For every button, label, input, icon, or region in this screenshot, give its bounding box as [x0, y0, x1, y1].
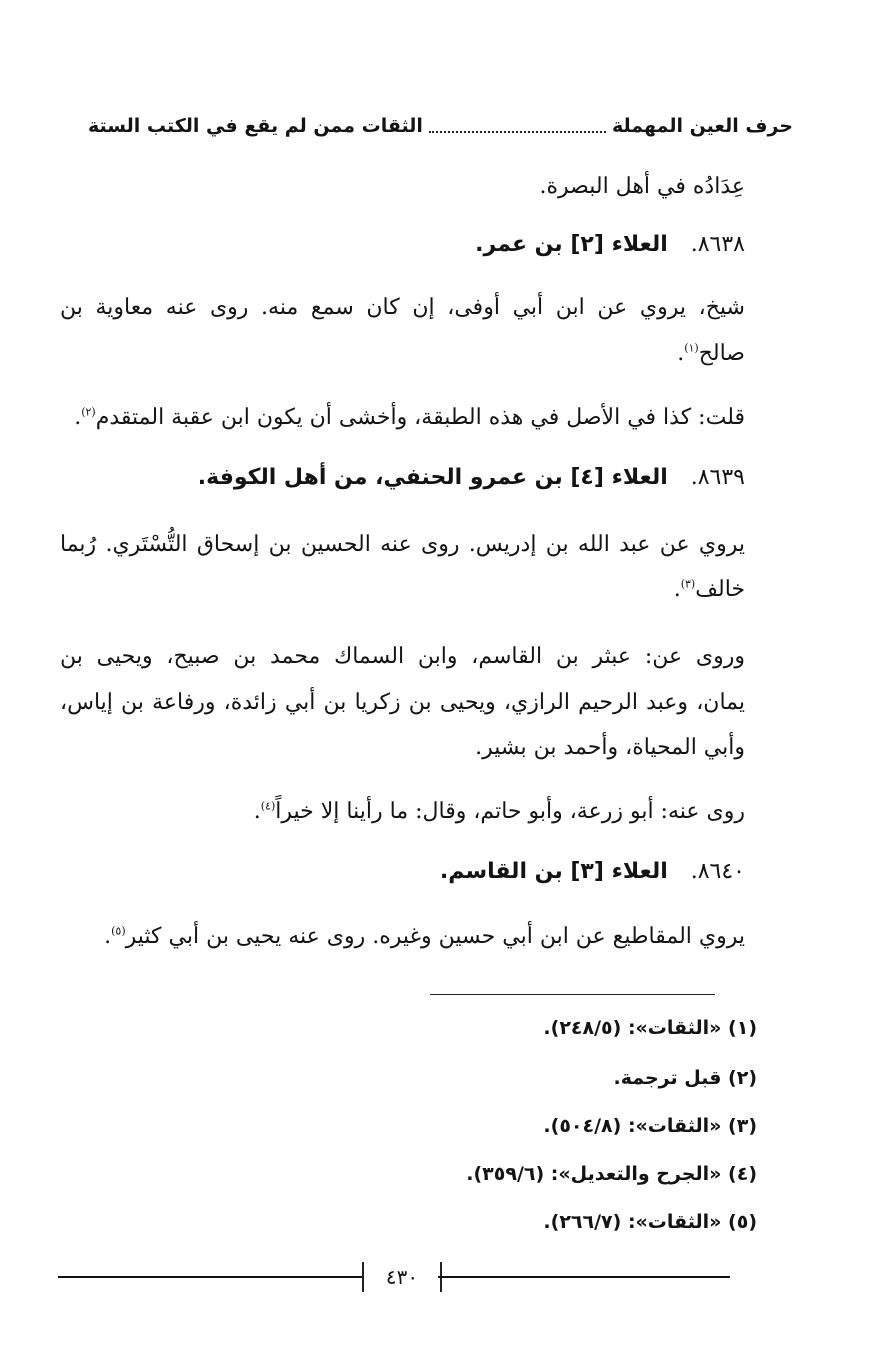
footnote-ref: (٤): [260, 799, 276, 813]
entry-heading-8640: [60, 857, 745, 887]
footer-rule-right: [438, 1276, 730, 1278]
footnote-ref: (٢): [81, 405, 96, 419]
text-span: روى عنه: أبو زرعة، وأبو حاتم، وقال: ما رأينا إلا خيراً: [275, 799, 745, 824]
text-span: .: [253, 799, 261, 824]
text-line: [60, 575, 745, 605]
footnote-ref: (٥): [111, 924, 126, 938]
entry-title: العلاء [٢] بن عمر.: [475, 232, 668, 257]
text-line: [60, 403, 745, 433]
text-span: قلت: كذا في الأصل في هذه الطبقة، وأخشى أن يكون ابن عقبة المتقدم: [95, 405, 745, 430]
text-line: شيخ، يروي عن ابن أبي أوفى، إن كان سمع منه. روى عنه معاوية بن: [60, 295, 745, 320]
footer-rule-left: [58, 1276, 362, 1278]
text-span: .: [677, 341, 685, 366]
text-line: [60, 922, 745, 952]
entry-title: العلاء [٤] بن عمرو الحنفي، من أهل الكوفة.: [197, 465, 668, 490]
footnote-ref: (١): [684, 341, 699, 355]
text-span: يروي المقاطيع عن ابن أبي حسين وغيره. روى عنه يحيى بن أبي كثير: [125, 924, 745, 949]
text-span: .: [104, 924, 112, 949]
text-span: صالح: [698, 341, 745, 366]
page-number: ٤٣٠: [362, 1262, 442, 1292]
entry-title: العلاء [٣] بن القاسم.: [439, 859, 668, 884]
text-line: عِدَادُه في أهل البصرة.: [539, 174, 745, 199]
footnote: (٢) قبل ترجمة.: [613, 1067, 757, 1089]
footnote-separator: [430, 994, 715, 995]
text-line: [60, 339, 745, 369]
footnote: (١) «الثقات»: (٢٤٨/٥).: [543, 1017, 757, 1039]
text-line: وروى عن: عبثر بن القاسم، وابن السماك محمد بن صبيح، ويحيى بن: [60, 644, 745, 669]
text-span: .: [74, 405, 82, 430]
header-dot-leader: [429, 131, 606, 133]
header-chapter: حرف العين المهملة: [612, 115, 793, 137]
footnote: (٥) «الثقات»: (٢٦٦/٧).: [543, 1211, 757, 1233]
header-book-title: الثقات ممن لم يقع في الكتب الستة: [88, 115, 423, 137]
footnote: (٤) «الجرح والتعديل»: (٣٥٩/٦).: [466, 1163, 757, 1185]
entry-number: ٨٦٤٠.: [690, 859, 745, 884]
footnote-ref: (٣): [680, 577, 696, 591]
entry-number: ٨٦٣٩.: [690, 465, 745, 490]
entry-heading-8638: [60, 230, 745, 260]
running-header: [88, 110, 793, 142]
entry-heading-8639: [60, 463, 745, 493]
footnote: (٣) «الثقات»: (٥٠٤/٨).: [543, 1115, 757, 1137]
entry-number: ٨٦٣٨.: [690, 232, 745, 257]
text-line: يروي عن عبد الله بن إدريس. روى عنه الحسين بن إسحاق التُّسْتَري. رُبما: [60, 532, 745, 557]
text-line: [60, 797, 745, 827]
text-span: .: [673, 577, 681, 602]
text-line: وأبي المحياة، وأحمد بن بشير.: [475, 735, 745, 760]
text-span: خالف: [695, 577, 745, 602]
text-line: يمان، وعبد الرحيم الرازي، ويحيى بن زكريا بن أبي زائدة، ورفاعة بن إياس،: [60, 690, 745, 715]
